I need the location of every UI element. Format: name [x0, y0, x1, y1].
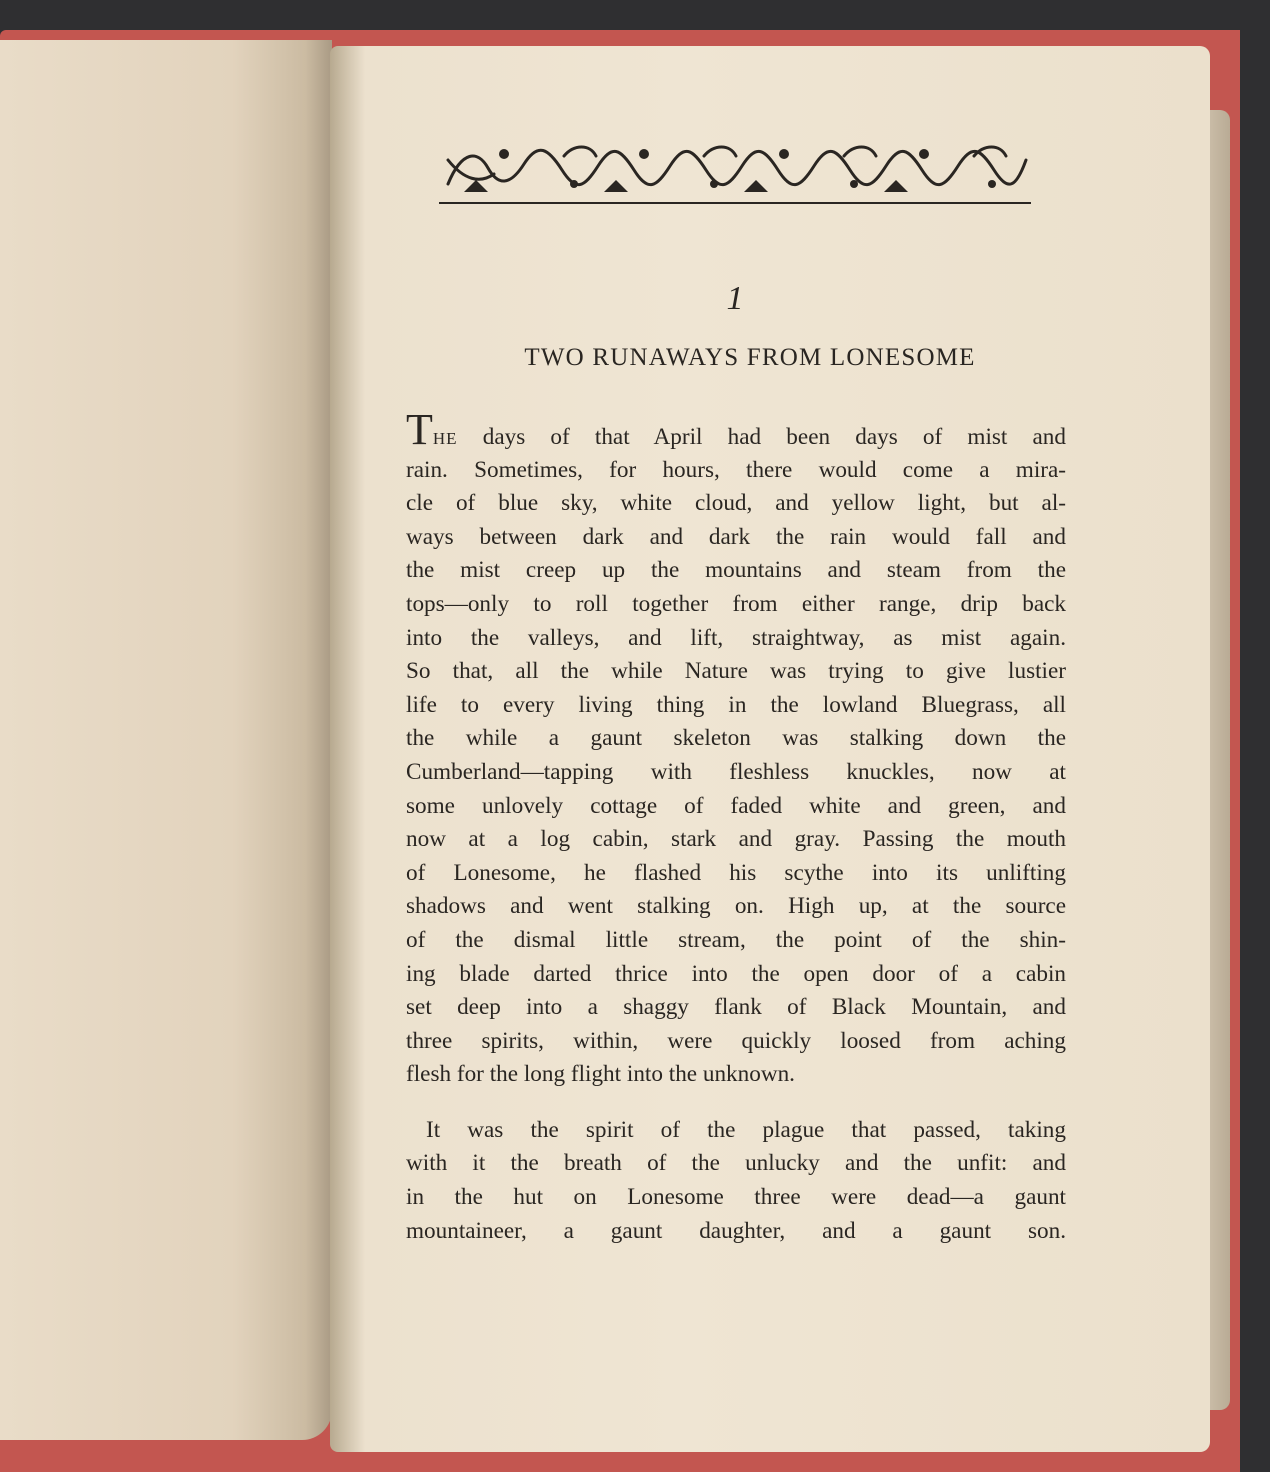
- chapter-title: TWO RUNAWAYS FROM LONESOME: [524, 344, 976, 371]
- text-line: tops—only to roll together from either range, drip back: [406, 590, 1066, 617]
- text-line: flesh for the long flight into the unknown.: [406, 1061, 795, 1088]
- text-line: of Lonesome, he flashed his scythe into its unlifting: [406, 859, 1066, 886]
- text-line: now at a log cabin, stark and gray. Passing the mouth: [406, 826, 1066, 853]
- left-page: [0, 40, 332, 1440]
- text-line: life to every living thing in the lowland Bluegrass, all: [406, 691, 1066, 718]
- drop-cap: T: [406, 405, 433, 454]
- text-line: of the dismal little stream, the point of the shin-: [406, 926, 1066, 953]
- text-line: into the valleys, and lift, straightway, as mist again.: [406, 624, 1066, 651]
- text-line: It was the spirit of the plague that passed, taking: [426, 1116, 1066, 1143]
- text-line: So that, all the while Nature was trying to give lustier: [406, 658, 1066, 685]
- text-line: rain. Sometimes, for hours, there would come a mira-: [406, 456, 1066, 483]
- chapter-number: 1: [726, 280, 744, 317]
- body-text: [406, 405, 1066, 1248]
- text-line: three spirits, within, were quickly loosed from aching: [406, 1027, 1066, 1054]
- text-line: Cumberland—tapping with fleshless knuckles, now at: [406, 758, 1066, 785]
- text-line: shadows and went stalking on. High up, at the source: [406, 893, 1066, 920]
- text-line: the while a gaunt skeleton was stalking down the: [406, 725, 1066, 752]
- text-line: with it the breath of the unlucky and the unfit: and: [406, 1150, 1066, 1177]
- small-caps: HE: [432, 429, 458, 448]
- text-line: the mist creep up the mountains and steam from the: [406, 557, 1066, 584]
- text-line: some unlovely cottage of faded white and green, and: [406, 792, 1066, 819]
- text-line: mountaineer, a gaunt daughter, and a gaunt son.: [406, 1217, 1066, 1244]
- ornament-band: [444, 140, 1030, 196]
- text-line: THE days of that April had been days of mist and: [406, 405, 1066, 454]
- text-line: ways between dark and dark the rain would fall and: [406, 523, 1066, 550]
- text-line: cle of blue sky, white cloud, and yellow light, but al-: [406, 490, 1066, 517]
- text-line: ing blade darted thrice into the open door of a cabin: [406, 960, 1066, 987]
- text-line: in the hut on Lonesome three were dead—a gaunt: [406, 1184, 1066, 1211]
- text-line: set deep into a shaggy flank of Black Mountain, and: [406, 994, 1066, 1021]
- ornament-rule: [439, 202, 1031, 204]
